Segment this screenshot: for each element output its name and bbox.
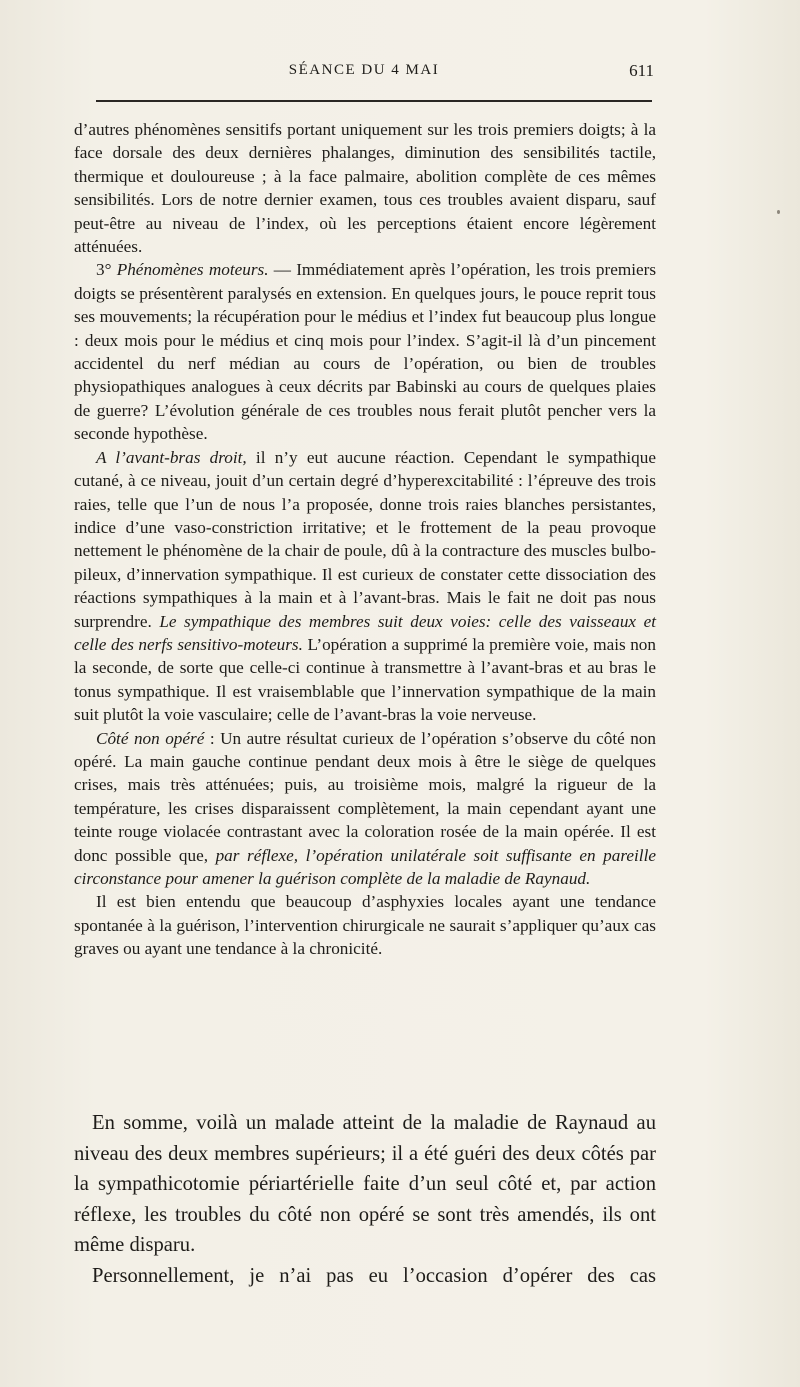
paragraph-text: — Immédiatement après l’opération, les trois premiers doigts se présentèrent paralysés en extension. En quelques jours, le pouce reprit tous ses mouvements; la récupération pour le médius et l’index fut beaucoup plus longue : deux mois pour le médius et cinq mois pour l’index. S’agit-il là d’un pincement accidentel du nerf médian au cours de l’opération, ou bien de troubles physiopathiques analogues à ceux décrits par Babinski au cours de quelques plaies de guerre? L’évolution générale de ces troubles nous ferait plutôt pencher vers la seconde hypothèse. <box>74 260 657 444</box>
paragraph-sensitive-phenomena <box>74 118 656 258</box>
paragraph-heading: Côté non opéré <box>96 728 205 748</box>
header-rule <box>96 100 652 102</box>
paragraph-forearm <box>74 446 656 727</box>
paragraph-surgical-note <box>74 890 656 960</box>
italic-statement: par réflexe, l’opération unilatérale soit suffisante en pareille circonstance pour amener la guérison complète de la maladie de Raynaud. <box>74 845 656 888</box>
page-number: 611 <box>629 61 654 80</box>
paragraph-motor-phenomena <box>74 258 656 445</box>
paper-speck <box>777 210 780 214</box>
paragraph-non-operated-side <box>74 727 656 891</box>
paragraph-heading: A l’avant-bras droit, <box>96 447 247 467</box>
paragraph-text: : Un autre résultat curieux de l’opération s’observe du côté non opéré. La main gauche continue pendant deux mois à être le siège de quelques crises, mais très atténuées; puis, au troisième mois, malgré la rigueur de la température, les crises disparaissent complètement, la main cependant ayant une teinte rouge violacée contrastant avec la coloration rosée de la main opérée. Il est donc possible que, <box>74 728 656 865</box>
paragraph-text: d’autres phénomènes sensitifs portant uniquement sur les trois premiers doigts; à la face dorsale des deux dernières phalanges, diminution des sensibilités tactile, thermique et douloureuse ; à la face palmaire, abolition complète de ces mêmes sensibilités. Lors de notre dernier examen, tous ces troubles avaient disparu, sauf peut-être au niveau de l’index, où les perceptions étaient encore légèrement atténuées. <box>74 120 656 257</box>
paragraph-text: Il est bien entendu que beaucoup d’asphyxies locales ayant une tendance spontanée à la guérison, l’intervention chirurgicale ne saurait s’appliquer qu’aux cas graves ou ayant une tendance à la chronicité. <box>74 892 656 959</box>
closing-paragraph-personal: Personnellement, je n’ai pas eu l’occasion d’opérer des cas <box>92 1264 656 1287</box>
paragraph-text: il n’y eut aucune réaction. Cependant le sympathique cutané, à ce niveau, jouit d’un certain degré d’hyperexcitabilité : l’épreuve des trois raies, telle que l’un de nous l’a proposée, donne trois raies blanches persistantes, indice d’une vaso-constriction irritative; et le frottement de la peau provoque nettement le phénomène de la chair de poule, dû à la contracture des muscles bulbo-pileux, d’innervation sympathique. Il est curieux de constater cette dissociation des réactions sympathiques à la main et à l’avant-bras. Mais le fait ne doit pas nous surprendre. <box>74 447 656 631</box>
body-text <box>74 118 656 961</box>
page-header <box>74 62 654 88</box>
paragraph-heading: Phénomènes moteurs. <box>116 260 269 280</box>
closing-paragraph-summary: En somme, voilà un malade atteint de la maladie de Raynaud au niveau des deux membres supérieurs; il a été guéri des deux côtés par la sympathicotomie périartérielle faite d’un seul côté et, par action réflexe, les troubles du côté non opéré se sont très amendés, ils ont même disparu. <box>74 1112 656 1256</box>
italic-statement: Le sympathique des membres suit deux voies: celle des vaisseaux et celle des nerfs sensitivo-moteurs. <box>74 611 656 654</box>
closing-text <box>74 1108 656 1291</box>
paragraph-text: L’opération a supprimé la première voie, mais non la seconde, de sorte que celle-ci continue à transmettre à l’avant-bras et au bras le tonus sympathique. Il est vraisemblable que l’innervation sympathique de la main suit plutôt la voie vasculaire; celle de l’avant-bras la voie nerveuse. <box>74 634 656 725</box>
running-title: SÉANCE DU 4 MAI <box>288 62 440 78</box>
paragraph-number: 3° <box>96 260 117 280</box>
